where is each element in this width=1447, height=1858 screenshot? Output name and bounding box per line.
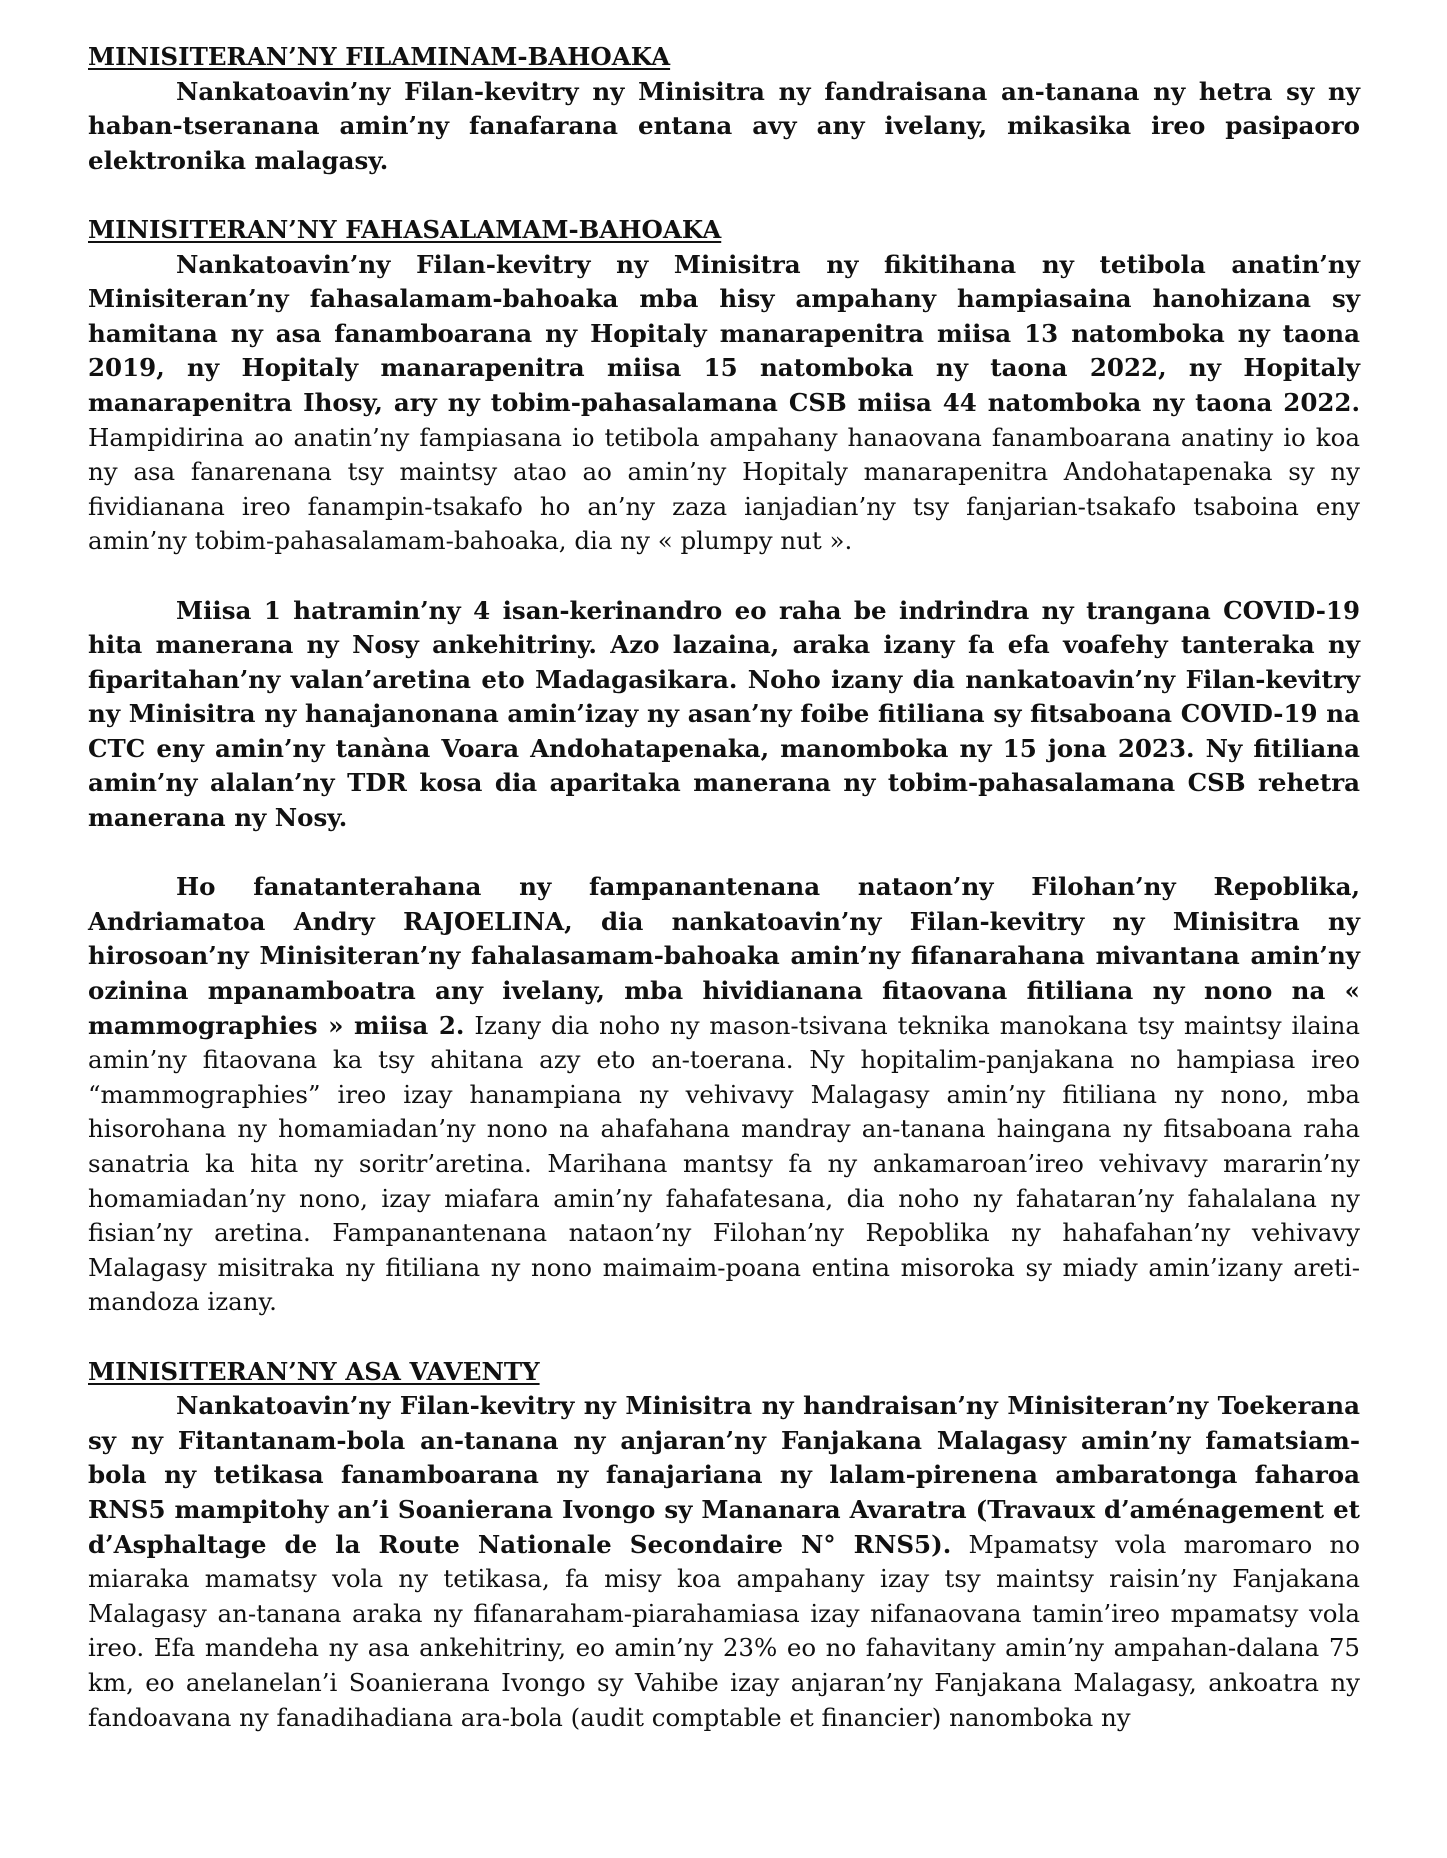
section-heading-fahasalamam-bahoaka: MINISITERAN’NY FAHASALAMAM-BAHOAKA: [88, 214, 722, 244]
section-heading-asa-vaventy: MINISITERAN’NY ASA VAVENTY: [88, 1356, 540, 1386]
spacer: [88, 1320, 1360, 1355]
paragraph-bold-text: Nankatoavin’ny Filan-kevitry ny Minisitra ny handraisan’ny Minisiteran’ny Toekerana sy ny Fitantanam-bola an-tanana ny anjaran’ny Fanjakana Malagasy amin’ny famatsiam-bola ny tetikasa fanamboarana ny fanajariana ny lalam-pirenena ambaratonga faharoa RNS5 mampitohy an’i Soanierana Ivongo sy Mananara Avaratra (Travaux d’aménagement et d’Asphaltage de la Route Nationale Secondaire N° RNS5).: [88, 1391, 1360, 1559]
paragraph-normal-text: Izany dia noho ny mason-tsivana teknika manokana tsy maintsy ilaina amin’ny fitaovana ka tsy ahitana azy eto an-toerana. Ny hopitalim-panjakana no hampiasa ireo “mammographies” ireo izay hanampiana ny vehivavy Malagasy amin’ny fitiliana ny nono, mba hisorohana ny homamiadan’ny nono na ahafahana mandray an-tanana haingana ny fitsaboana raha sanatria ka hita ny soritr’aretina. Marihana mantsy fa ny ankamaroan’ireo vehivavy mararin’ny homamiadan’ny nono, izay miafara amin’ny fahafatesana, dia noho ny fahataran’ny fahalalana ny fisian’ny aretina. Fampanantenana nataon’ny Filohan’ny Repoblika ny hahafahan’ny vehivavy Malagasy misitraka ny fitiliana ny nono maimaim-poana entina misoroka sy miady amin’izany areti-mandoza izany.: [88, 1010, 1361, 1317]
document-page: [88, 40, 1360, 1735]
section-paragraph: [88, 75, 1360, 179]
section-paragraph: [88, 594, 1360, 836]
paragraph-normal-text: Mpamatsy vola maromaro no miaraka mamatsy vola ny tetikasa, fa misy koa ampahany izay tsy maintsy raisin’ny Fanjakana Malagasy an-tanana araka ny fifanaraham-piarahamiasa izay nifanaovana tamin’ireo mpamatsy vola ireo. Efa mandeha ny asa ankehitriny, eo amin’ny 23% eo no fahavitany amin’ny ampahan-dalana 75 km, eo anelanelan’i Soanierana Ivongo sy Vahibe izay anjaran’ny Fanjakana Malagasy, ankoatra ny fandoavana ny fanadihadiana ara-bola (audit comptable et financier) nanomboka ny: [88, 1529, 1361, 1732]
spacer: [88, 836, 1360, 871]
section-paragraph: [88, 1389, 1360, 1735]
spacer: [88, 559, 1360, 594]
paragraph-normal-text: Hampidirina ao anatin’ny fampiasana io tetibola ampahany hanaovana fanamboarana anatiny io koa ny asa fanarenana tsy maintsy atao ao amin’ny Hopitaly manarapenitra Andohatapenaka sy ny fividianana ireo fanampin-tsakafo ho an’ny zaza ianjadian’ny tsy fanjarian-tsakafo tsaboina eny amin’ny tobim-pahasalamam-bahoaka, dia ny « plumpy nut ».: [88, 422, 1360, 556]
paragraph-bold-text: Miisa 1 hatramin’ny 4 isan-kerinandro eo raha be indrindra ny trangana COVID-19 hita manerana ny Nosy ankehitriny. Azo lazaina, araka izany fa efa voafehy tanteraka ny fiparitahan’ny valan’aretina eto Madagasikara. Noho izany dia nankatoavin’ny Filan-kevitry ny Minisitra ny hanajanonana amin’izay ny asan’ny foibe fitiliana sy fitsaboana COVID-19 na CTC eny amin’ny tanàna Voara Andohatapenaka, manomboka ny 15 jona 2023. Ny fitiliana amin’ny alalan’ny TDR kosa dia aparitaka manerana ny tobim-pahasalamana CSB rehetra manerana ny Nosy.: [88, 595, 1360, 833]
paragraph-bold-text: Nankatoavin’ny Filan-kevitry ny Minisitra ny fandraisana an-tanana ny hetra sy ny haban-tseranana amin’ny fanafarana entana avy any ivelany, mikasika ireo pasipaoro elektronika malagasy.: [88, 76, 1360, 175]
spacer: [88, 178, 1360, 213]
section-paragraph: [88, 870, 1360, 1320]
section-paragraph: [88, 248, 1360, 559]
section-heading-filaminam-bahoaka: MINISITERAN’NY FILAMINAM-BAHOAKA: [88, 42, 671, 71]
paragraph-bold-text: Nankatoavin’ny Filan-kevitry ny Minisitra ny fikitihana ny tetibola anatin’ny Minisiteran’ny fahasalamam-bahoaka mba hisy ampahany hampiasaina hanohizana sy hamitana ny asa fanamboarana ny Hopitaly manarapenitra miisa 13 natomboka ny taona 2019, ny Hopitaly manarapenitra miisa 15 natomboka ny taona 2022, ny Hopitaly manarapenitra Ihosy, ary ny tobim-pahasalamana CSB miisa 44 natomboka ny taona 2022.: [88, 249, 1360, 417]
paragraph-bold-text: Ho fanatanterahana ny fampanantenana nataon’ny Filohan’ny Repoblika, Andriamatoa Andry RAJOELINA, dia nankatoavin’ny Filan-kevitry ny Minisitra ny hirosoan’ny Minisiteran’ny fahalasamam-bahoaka amin’ny fifanarahana mivantana amin’ny ozinina mpanamboatra any ivelany, mba hividianana fitaovana fitiliana ny nono na « mammographies » miisa 2.: [88, 872, 1360, 1040]
